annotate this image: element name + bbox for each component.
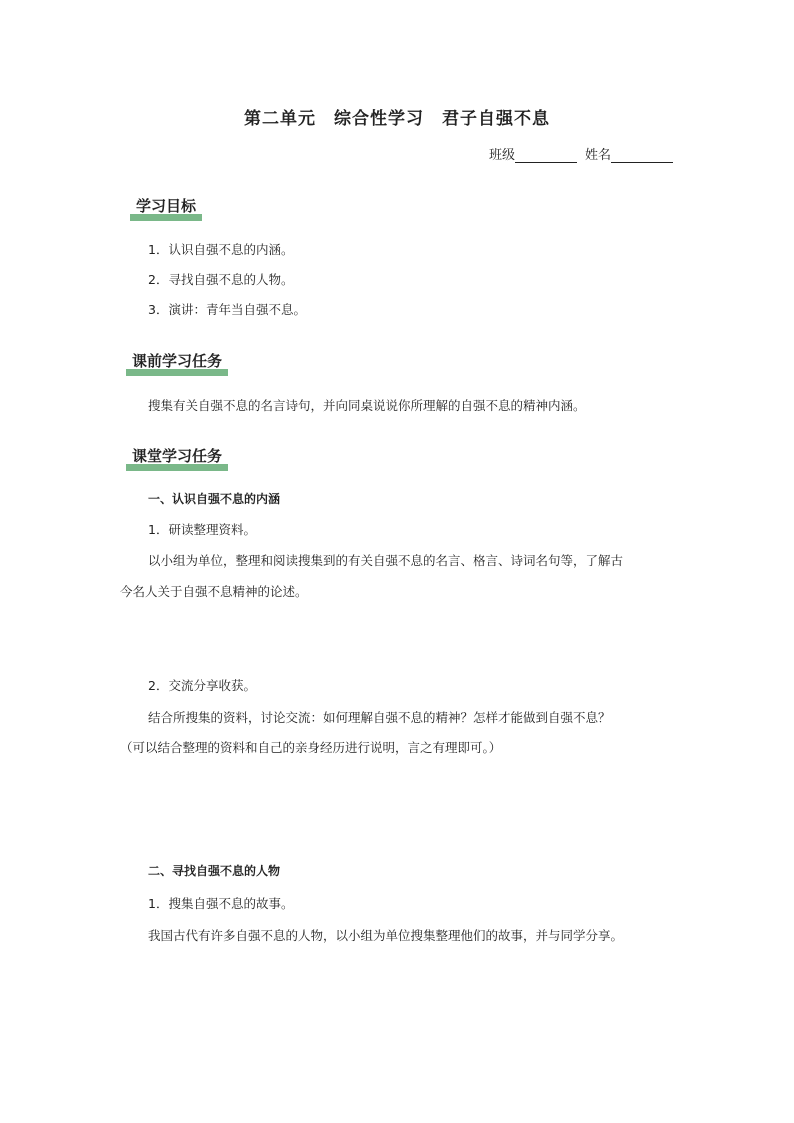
heading-underline xyxy=(130,214,202,221)
section-heading-class: 课堂学习任务 xyxy=(132,445,222,466)
class-label: 班级 xyxy=(488,148,515,163)
goal-item-3: 3．演讲：青年当自强不息。 xyxy=(148,302,306,317)
part1-step1-text-line1: 以小组为单位，整理和阅读搜集到的有关自强不息的名言、格言、诗词名句等，了解古 xyxy=(148,553,624,568)
part1-step2: 2．交流分享收获。 xyxy=(148,678,256,693)
part1-step2-text-line1: 结合所搜集的资料，讨论交流：如何理解自强不息的精神？怎样才能做到自强不息？ xyxy=(148,710,611,725)
pre-task-text: 搜集有关自强不息的名言诗句，并向同桌说说你所理解的自强不息的精神内涵。 xyxy=(148,398,586,413)
student-info xyxy=(489,144,673,163)
part1-step1: 1．研读整理资料。 xyxy=(148,522,256,537)
name-label: 姓名 xyxy=(584,148,611,163)
section-heading-goals: 学习目标 xyxy=(136,195,196,216)
goal-item-1: 1．认识自强不息的内涵。 xyxy=(148,242,294,257)
goal-item-2: 2．寻找自强不息的人物。 xyxy=(148,272,294,287)
part1-title: 一、认识自强不息的内涵 xyxy=(148,492,281,506)
heading-underline xyxy=(126,369,228,376)
part2-step1: 1．搜集自强不息的故事。 xyxy=(148,896,294,911)
name-blank[interactable] xyxy=(611,148,673,163)
page-title: 第二单元 综合性学习 君子自强不息 xyxy=(244,109,550,129)
heading-underline xyxy=(126,464,228,471)
part1-step2-text-line2: （可以结合整理的资料和自己的亲身经历进行说明，言之有理即可。） xyxy=(120,740,502,755)
class-blank[interactable] xyxy=(515,148,577,163)
part1-step1-text-line2: 今名人关于自强不息精神的论述。 xyxy=(120,584,308,599)
section-heading-pre: 课前学习任务 xyxy=(132,350,222,371)
part2-title: 二、寻找自强不息的人物 xyxy=(148,864,281,878)
part2-step1-text: 我国古代有许多自强不息的人物，以小组为单位搜集整理他们的故事，并与同学分享。 xyxy=(148,928,624,943)
